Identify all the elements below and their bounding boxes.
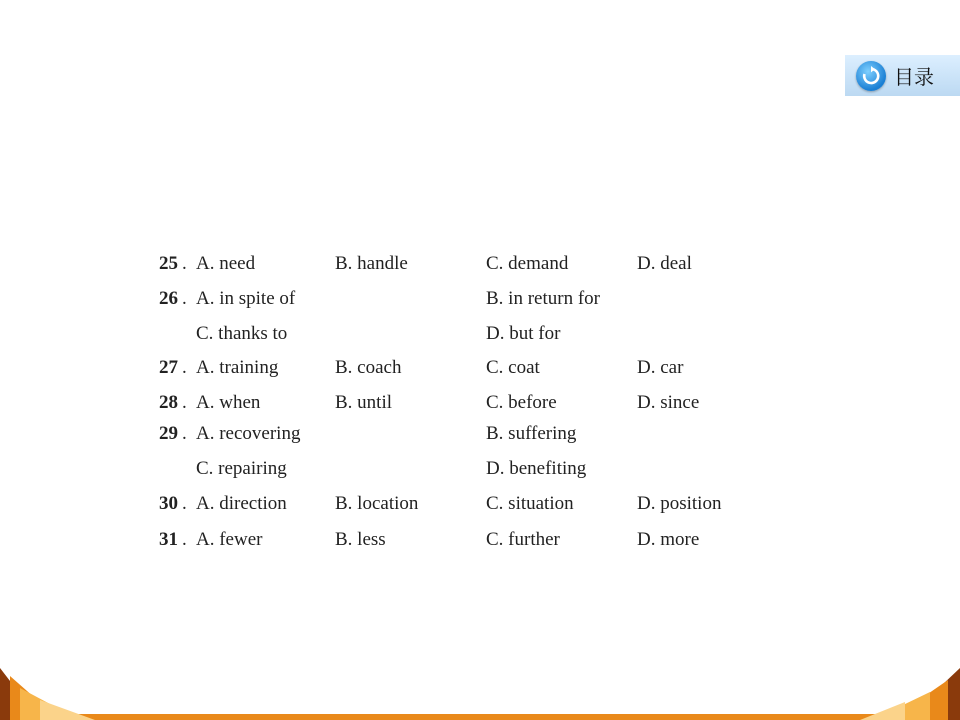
option-a: A. fewer (196, 529, 263, 550)
option-b: B. coach (335, 357, 402, 378)
option-d: D. more (637, 529, 700, 550)
option-b: B. less (335, 529, 386, 550)
question-number: 27 (159, 357, 178, 378)
option-d: D. but for (486, 323, 561, 344)
question-number: 26 (159, 288, 178, 309)
option-a: A. direction (196, 493, 287, 514)
footer-bar (0, 714, 960, 720)
option-c: C. further (486, 529, 560, 550)
option-c: C. repairing (196, 458, 287, 479)
option-c: C. before (486, 392, 557, 413)
option-d: D. since (637, 392, 700, 413)
question-number: 29 (159, 423, 178, 444)
option-a: A. need (196, 253, 256, 274)
option-d: D. car (637, 357, 684, 378)
option-c: C. thanks to (196, 323, 288, 344)
question-number: 25 (159, 253, 178, 274)
option-b: B. location (335, 493, 419, 514)
question-row: 27 . A. training B. coach C. coat D. car (159, 357, 684, 378)
option-a: A. training (196, 357, 279, 378)
left-triangle-pale (40, 700, 95, 720)
option-b: B. handle (335, 253, 408, 274)
question-row: 30 . A. direction B. location C. situation D. position (159, 493, 722, 514)
option-c: C. situation (486, 493, 574, 514)
option-c: C. demand (486, 253, 569, 274)
option-d: D. position (637, 493, 722, 514)
question-row: 26 . A. in spite of B. in return for (159, 288, 600, 309)
option-c: C. coat (486, 357, 540, 378)
option-a: A. recovering (196, 423, 301, 444)
question-number: 30 (159, 493, 178, 514)
toc-label: 目录 (894, 65, 934, 89)
option-b: B. until (335, 392, 393, 413)
question-row: 29 . A. recovering B. suffering (159, 423, 577, 444)
question-row: 28 . A. when B. until C. before D. since (159, 392, 700, 413)
question-row: 31 . A. fewer B. less C. further D. more (159, 529, 700, 550)
option-d: D. deal (637, 253, 692, 274)
option-b: B. in return for (486, 288, 600, 309)
question-row: 25 . A. need B. handle C. demand D. deal (159, 253, 692, 274)
option-d: D. benefiting (486, 458, 587, 479)
option-a: A. when (196, 392, 261, 413)
question-number: 31 (159, 529, 178, 550)
question-number: 28 (159, 392, 178, 413)
option-a: A. in spite of (196, 288, 296, 309)
option-b: B. suffering (486, 423, 577, 444)
